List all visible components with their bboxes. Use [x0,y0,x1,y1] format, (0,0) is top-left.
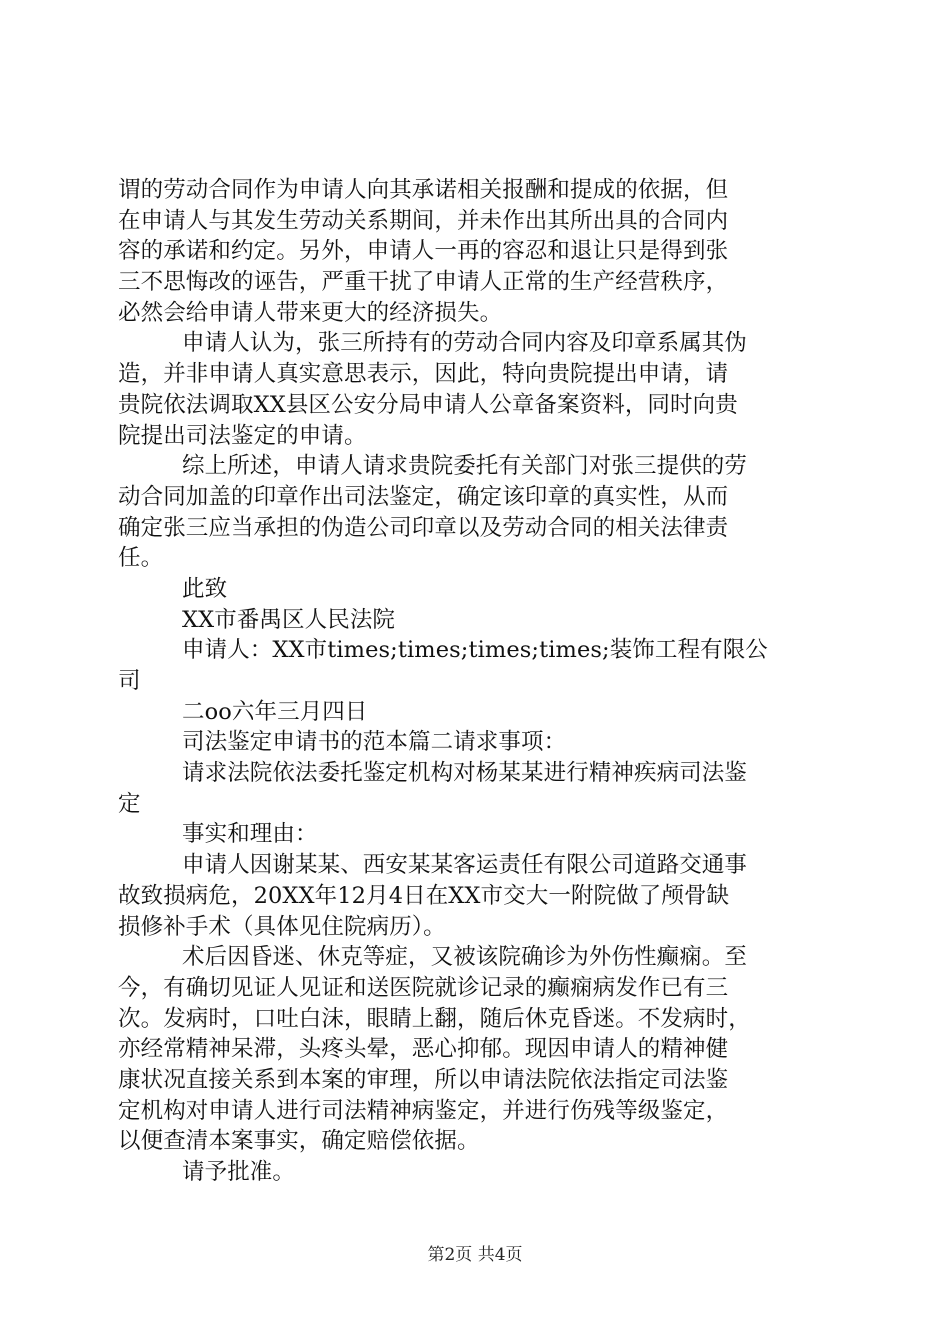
text-line: 事实和理由： [182,821,318,848]
text-line: 三不思悔改的诬告，严重干扰了申请人正常的生产经营秩序， [118,269,729,296]
text-line: 申请人因谢某某、西安某某客运责任有限公司道路交通事 [182,852,748,879]
text-line: 定 [118,790,141,817]
text-line: 院提出司法鉴定的申请。 [118,422,367,449]
text-line: 容的承诺和约定。另外，申请人一再的容忍和退让只是得到张 [118,238,729,265]
text-line: 谓的劳动合同作为申请人向其承诺相关报酬和提成的依据，但 [118,177,729,203]
text-line: 亦经常精神呆滞，头疼头晕，恶心抑郁。现因申请人的精神健 [118,1036,729,1063]
text-line: 术后因昏迷、休克等症，又被该院确诊为外伤性癫痫。至 [182,944,748,971]
text-line: 造，并非申请人真实意思表示，因此，特向贵院提出申请，请 [118,361,729,388]
page-footer: 第2页 共4页 [427,1245,523,1265]
text-line: 司 [118,668,141,694]
text-line: 综上所述，申请人请求贵院委托有关部门对张三提供的劳 [182,453,748,480]
text-line: 任。 [118,545,164,572]
text-line: 申请人认为，张三所持有的劳动合同内容及印章系属其伪 [182,330,748,357]
text-line: XX市番禺区人民法院 [182,606,396,633]
text-line: 此致 [182,575,228,602]
text-line: 请予批准。 [182,1159,296,1185]
text-line: 损修补手术（具体见住院病历）。 [118,913,446,940]
text-line: 次。发病时，口吐白沫，眼睛上翻，随后休克昏迷。不发病时， [118,1005,751,1032]
text-line: 司法鉴定申请书的范本篇二请求事项： [182,729,567,756]
text-line: 请求法院依法委托鉴定机构对杨某某进行精神疾病司法鉴 [182,760,748,787]
text-line: 确定张三应当承担的伪造公司印章以及劳动合同的相关法律责 [118,514,729,541]
text-line: 康状况直接关系到本案的审理，所以申请法院依法指定司法鉴 [118,1066,729,1093]
text-line: 今，有确切见证人见证和送医院就诊记录的癫痫病发作已有三 [118,974,729,1001]
text-line: 动合同加盖的印章作出司法鉴定，确定该印章的真实性，从而 [118,483,729,510]
text-line: 定机构对申请人进行司法精神病鉴定，并进行伤残等级鉴定， [118,1097,729,1124]
text-line: 在申请人与其发生劳动关系期间，并未作出其所出具的合同内 [118,207,729,234]
text-line: 必然会给申请人带来更大的经济损失。 [118,299,503,326]
text-line: 故致损病危，20XX年12月4日在XX市交大一附院做了颅骨缺 [118,882,730,909]
text-line: 以便查清本案事实，确定赔偿依据。 [118,1128,480,1155]
text-line: 申请人：XX市times;times;times;times;装饰工程有限公 [182,637,768,664]
text-line: 贵院依法调取XX县区公安分局申请人公章备案资料，同时向贵 [118,391,738,418]
document-body [118,175,838,1188]
text-line: 二oo六年三月四日 [182,698,368,725]
